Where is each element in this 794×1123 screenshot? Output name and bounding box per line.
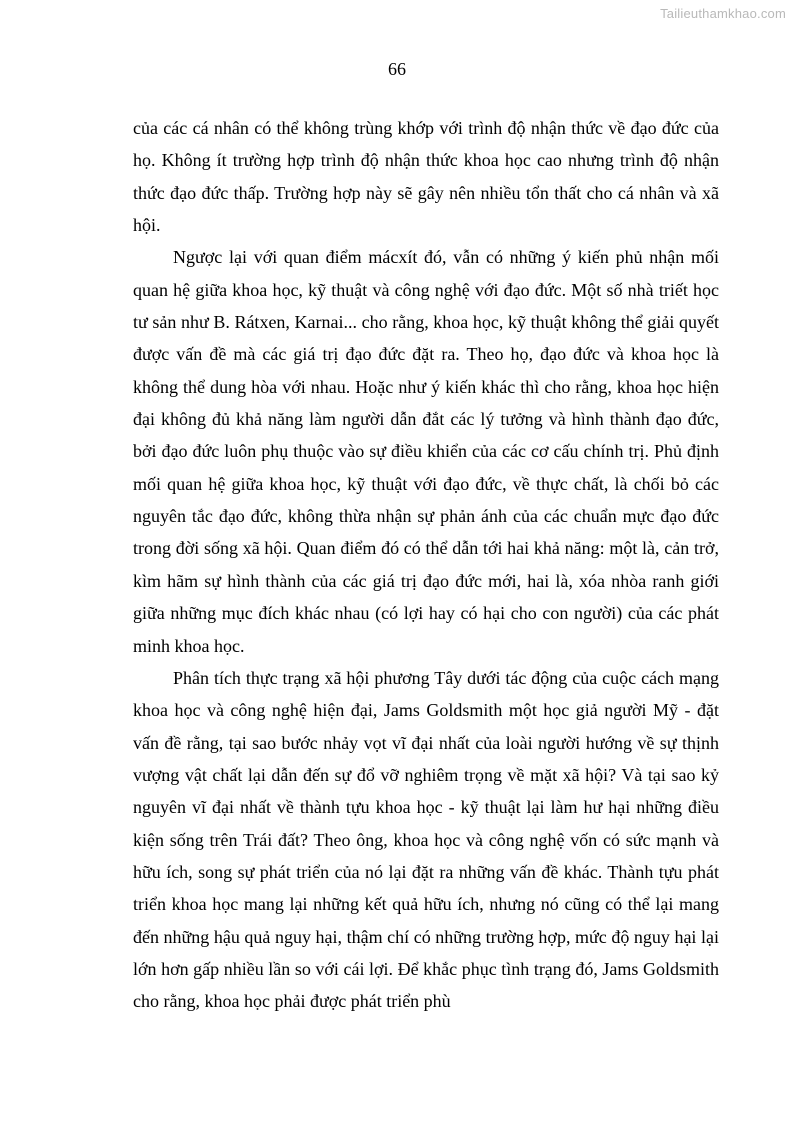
watermark: Tailieuthamkhao.com [660,6,786,21]
document-body [133,112,719,1018]
paragraph-continuation: của các cá nhân có thể không trùng khớp với trình độ nhận thức về đạo đức của họ. Không ít trường hợp trình độ nhận thức khoa học cao nhưng trình độ nhận thức đạo đức thấp. Trường hợp này sẽ gây nên nhiều tổn thất cho cá nhân và xã hội. [133,118,719,236]
paragraph-counter-view: Ngược lại với quan điểm mácxít đó, vẫn có những ý kiến phủ nhận mối quan hệ giữa khoa học, kỹ thuật và công nghệ với đạo đức. Một số nhà triết học tư sản như B. Rátxen, Karnai... cho rằng, khoa học, kỹ thuật không thể giải quyết được vấn đề mà các giá trị đạo đức đặt ra. Theo họ, đạo đức và khoa học là không thể dung hòa với nhau. Hoặc như ý kiến khác thì cho rằng, khoa học hiện đại không đủ khả năng làm người dẫn đắt các lý tưởng và hình thành đạo đức, bởi đạo đức luôn phụ thuộc vào sự điều khiển của các cơ cấu chính trị. Phủ định mối quan hệ giữa khoa học, kỹ thuật với đạo đức, về thực chất, là chối bỏ các nguyên tắc đạo đức, không thừa nhận sự phản ánh của các chuẩn mực đạo đức trong đời sống xã hội. Quan điểm đó có thể dẫn tới hai khả năng: một là, cản trở, kìm hãm sự hình thành của các giá trị đạo đức mới, hai là, xóa nhòa ranh giới giữa những mục đích khác nhau (có lợi hay có hại cho con người) của các phát minh khoa học. [133,247,719,656]
page-number: 66 [388,59,406,79]
paragraph-goldsmith: Phân tích thực trạng xã hội phương Tây dưới tác động của cuộc cách mạng khoa học và công nghệ hiện đại, Jams Goldsmith một học giả người Mỹ - đặt vấn đề rằng, tại sao bước nhảy vọt vĩ đại nhất của loài người hướng về sự thịnh vượng vật chất lại dẫn đến sự đổ vỡ nghiêm trọng về mặt xã hội? Và tại sao kỷ nguyên vĩ đại nhất về thành tựu khoa học - kỹ thuật lại làm hư hại những điều kiện sống trên Trái đất? Theo ông, khoa học và công nghệ vốn có sức mạnh và hữu ích, song sự phát triển của nó lại đặt ra những vấn đề khác. Thành tựu phát triển khoa học mang lại những kết quả hữu ích, nhưng nó cũng có thể lại mang đến những hậu quả nguy hại, thậm chí có những trường hợp, mức độ nguy hại lại lớn hơn gấp nhiều lần so với cái lợi. Để khắc phục tình trạng đó, Jams Goldsmith cho rằng, khoa học phải được phát triển phù [133,667,719,1012]
